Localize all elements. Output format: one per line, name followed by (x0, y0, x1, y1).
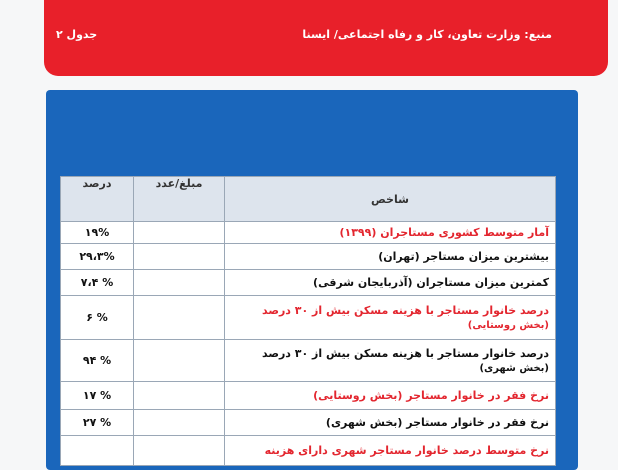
row-indicator-text: بیشترین میزان مستاجر (تهران) (378, 250, 549, 263)
row-percent: ۶ % (61, 296, 134, 340)
row-indicator-text: درصد خانوار مستاجر با هزینه مسکن بیش از ۳۰ درصد (261, 303, 549, 317)
row-amount (134, 296, 225, 340)
row-indicator (225, 340, 556, 382)
row-indicator (225, 270, 556, 296)
row-indicator-subtext: (بخش روستایی) (467, 319, 549, 331)
indicator-table (60, 176, 556, 466)
row-indicator-text: آمار متوسط کشوری مستاجران (۱۳۹۹) (339, 226, 549, 239)
table-label: جدول ۲ (56, 27, 98, 41)
row-indicator-subtext: (بخش شهری) (479, 362, 549, 374)
row-indicator-text: نرخ متوسط درصد خانوار مستاجر شهری دارای هزینه (264, 444, 549, 457)
row-amount (134, 340, 225, 382)
source-text: منبع: وزارت تعاون، کار و رفاه اجتماعی/ ایسنا (302, 27, 552, 41)
header-name: شاخص (225, 177, 556, 222)
row-indicator (225, 382, 556, 410)
header-amount: مبلغ/عدد (134, 177, 225, 222)
row-amount (134, 382, 225, 410)
row-percent: ۹۴ % (61, 340, 134, 382)
table-row (61, 296, 556, 340)
table-row (61, 382, 556, 410)
source-line (56, 22, 552, 46)
row-amount (134, 270, 225, 296)
row-percent: ۱۹% (61, 222, 134, 244)
row-percent: ۷،۴ % (61, 270, 134, 296)
row-indicator-text: نرخ فقر در خانوار مستاجر (بخش شهری) (325, 416, 549, 429)
row-indicator (225, 296, 556, 340)
table-row (61, 410, 556, 436)
row-amount (134, 410, 225, 436)
row-amount (134, 222, 225, 244)
table-row (61, 222, 556, 244)
table-row (61, 244, 556, 270)
table-header-row (61, 177, 556, 222)
row-indicator (225, 410, 556, 436)
table-row (61, 270, 556, 296)
row-percent: ۱۷ % (61, 382, 134, 410)
table-row (61, 436, 556, 466)
row-percent: ۲۹،۳% (61, 244, 134, 270)
row-indicator (225, 244, 556, 270)
row-indicator-text: نرخ فقر در خانوار مستاجر (بخش روستایی) (313, 389, 549, 402)
row-indicator (225, 222, 556, 244)
row-amount (134, 436, 225, 466)
row-indicator-text: کمترین میزان مستاجران (آذربایجان شرقی) (313, 276, 549, 289)
row-percent (61, 436, 134, 466)
row-indicator (225, 436, 556, 466)
row-percent: ۲۷ % (61, 410, 134, 436)
row-amount (134, 244, 225, 270)
row-indicator-text: درصد خانوار مستاجر با هزینه مسکن بیش از ۳۰ درصد (261, 346, 549, 360)
table-row (61, 340, 556, 382)
header-percent: درصد (61, 177, 134, 222)
